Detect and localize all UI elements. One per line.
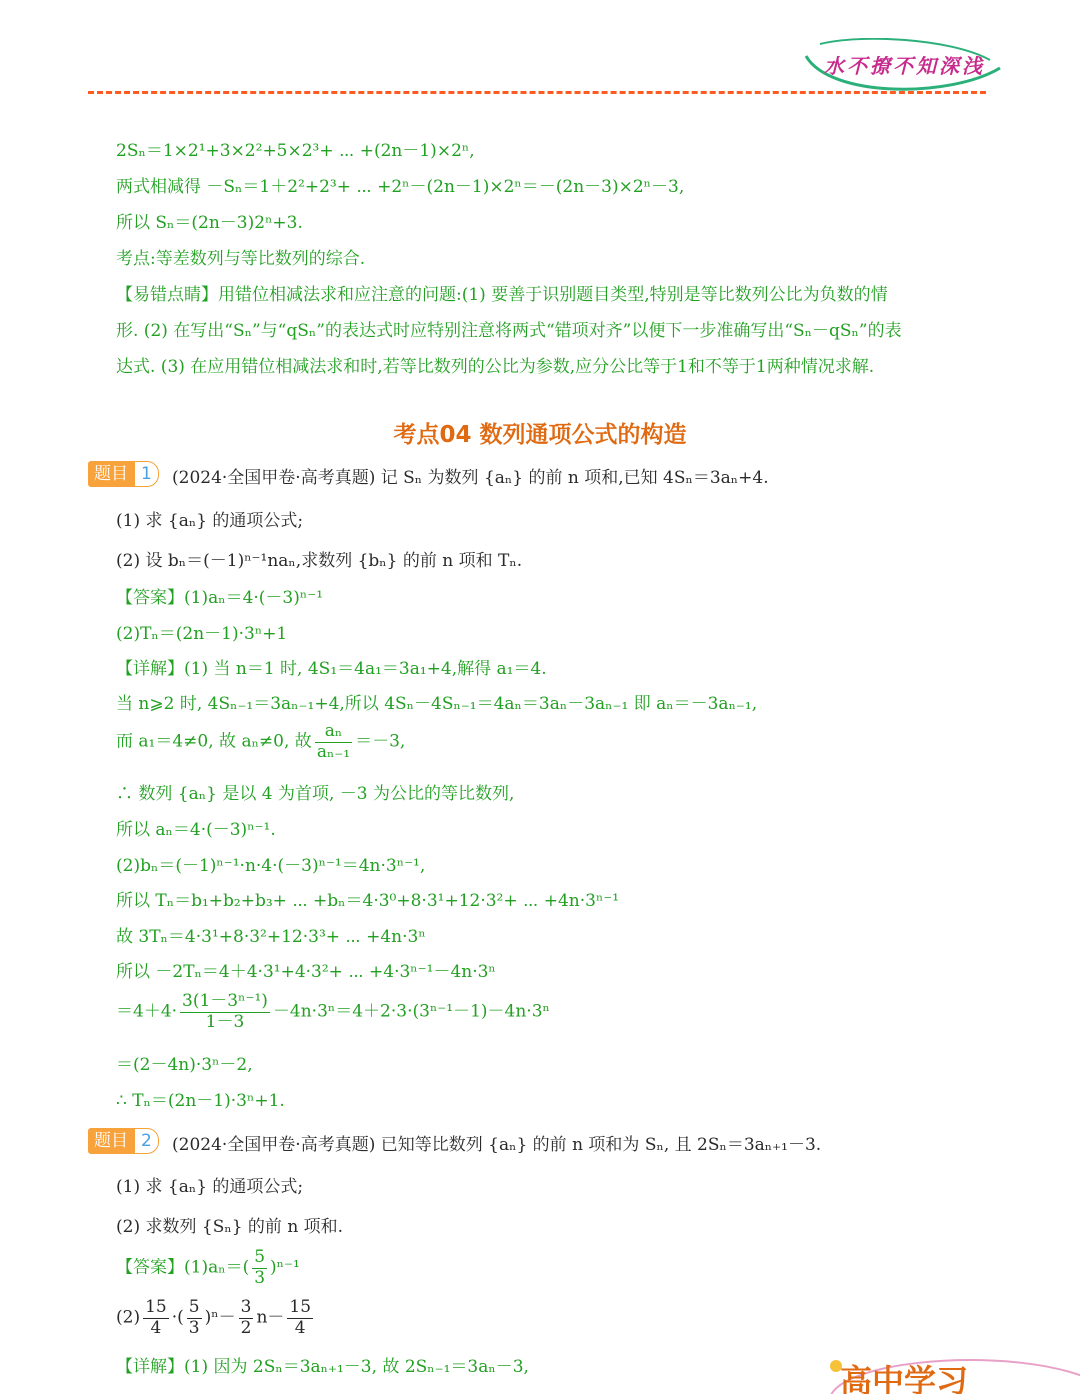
detail-line: 所以 Tₙ＝b₁+b₂+b₃+ ⋯ +bₙ＝4·3⁰+8·3¹+12·3²+ ⋯ +4n·3ⁿ⁻¹ <box>116 891 620 911</box>
fraction-numerator: 15 <box>145 1297 167 1317</box>
detail-text: 而 a₁＝4≠0, 故 aₙ≠0, 故 <box>116 731 312 752</box>
detail-text: ＝4＋4· <box>116 1001 178 1022</box>
detail-line: ∴ Tₙ＝(2n－1)·3ⁿ+1. <box>116 1091 285 1111</box>
answer-line-fraction <box>116 1298 316 1338</box>
fraction <box>187 1298 202 1338</box>
text-line: 考点:等差数列与等比数列的综合. <box>116 249 366 269</box>
answer-line: 【答案】(1)aₙ＝4·(－3)ⁿ⁻¹ <box>116 588 324 608</box>
question-text: (2024·全国甲卷·高考真题) 已知等比数列 {aₙ} 的前 n 项和为 Sₙ, 且 2Sₙ＝3aₙ₊₁－3. <box>172 1135 822 1155</box>
fraction-denominator: 4 <box>150 1317 162 1338</box>
answer-text: n－ <box>256 1307 285 1328</box>
header-divider <box>88 91 986 94</box>
detail-line: 所以 －2Tₙ＝4＋4·3¹+4·3²+ ⋯ +4·3ⁿ⁻¹－4n·3ⁿ <box>116 962 496 982</box>
fraction-denominator: 3 <box>188 1317 200 1338</box>
detail-line-fraction <box>116 722 405 762</box>
fraction-numerator: 5 <box>188 1297 200 1317</box>
text-line: 两式相减得 －Sₙ＝1＋2²+2³+ ⋯ +2ⁿ－(2n－1)×2ⁿ＝－(2n－3)×2ⁿ－3, <box>116 177 685 197</box>
answer-text: )ⁿ⁻¹ <box>270 1257 300 1278</box>
fraction <box>143 1298 169 1338</box>
fraction-numerator: 3 <box>240 1297 252 1317</box>
fraction-numerator: aₙ <box>315 722 352 743</box>
detail-line: 【详解】(1) 因为 2Sₙ＝3aₙ₊₁－3, 故 2Sₙ₋₁＝3aₙ－3, <box>116 1357 529 1377</box>
answer-line: (2)Tₙ＝(2n－1)·3ⁿ+1 <box>116 624 288 644</box>
detail-line: (2)bₙ＝(－1)ⁿ⁻¹·n·4·(－3)ⁿ⁻¹＝4n·3ⁿ⁻¹, <box>116 856 426 876</box>
fraction <box>252 1248 267 1288</box>
fraction <box>239 1298 254 1338</box>
question-text: (2024·全国甲卷·高考真题) 记 Sₙ 为数列 {aₙ} 的前 n 项和,已知 4Sₙ＝3aₙ+4. <box>172 468 769 488</box>
answer-text: 【答案】(1)aₙ＝( <box>116 1257 250 1278</box>
detail-line: 故 3Tₙ＝4·3¹+8·3²+12·3³+ ⋯ +4n·3ⁿ <box>116 927 426 947</box>
fraction-denominator: aₙ₋₁ <box>316 741 351 762</box>
question-badge <box>88 1128 159 1154</box>
footer-logo <box>820 1352 1080 1398</box>
logo-text: 水不撩不知深浅 <box>824 54 985 78</box>
detail-line: 所以 aₙ＝4·(－3)ⁿ⁻¹. <box>116 820 276 840</box>
question-label: 题目 <box>88 1128 134 1154</box>
question-part: (1) 求 {aₙ} 的通项公式; <box>116 1177 304 1197</box>
question-number: 2 <box>134 1128 159 1154</box>
fraction-denominator: 2 <box>240 1317 252 1338</box>
text-line: 2Sₙ＝1×2¹+3×2²+5×2³+ ⋯ +(2n－1)×2ⁿ, <box>116 141 475 161</box>
question-part: (2) 设 bₙ＝(－1)ⁿ⁻¹naₙ,求数列 {bₙ} 的前 n 项和 Tₙ. <box>116 551 523 571</box>
detail-line: ＝(2－4n)·3ⁿ－2, <box>116 1055 253 1075</box>
fraction-denominator: 1－3 <box>205 1011 245 1032</box>
section-title: 考点04 数列通项公式的构造 <box>393 422 687 448</box>
answer-text: (2) <box>116 1307 141 1328</box>
fraction-denominator: 3 <box>254 1267 266 1288</box>
question-badge <box>88 461 159 487</box>
detail-text: －4n·3ⁿ＝4＋2·3·(3ⁿ⁻¹－1)－4n·3ⁿ <box>272 1001 550 1022</box>
footer-logo-text: 高中学习 <box>840 1362 969 1394</box>
fraction-numerator: 15 <box>289 1297 312 1317</box>
fraction-denominator: 4 <box>294 1317 306 1338</box>
detail-line: 【详解】(1) 当 n＝1 时, 4S₁＝4a₁＝3a₁+4,解得 a₁＝4. <box>116 659 547 679</box>
detail-line-fraction <box>116 992 550 1032</box>
fraction <box>287 1298 313 1338</box>
question-number: 1 <box>134 461 159 487</box>
answer-line-fraction <box>116 1248 300 1288</box>
text-line: 达式. (3) 在应用错位相减法求和时,若等比数列的公比为参数,应分公比等于1和不等于1两种情况求解. <box>116 357 875 377</box>
question-part: (1) 求 {aₙ} 的通项公式; <box>116 511 304 531</box>
text-line: 所以 Sₙ＝(2n－3)2ⁿ+3. <box>116 213 303 233</box>
answer-text: ·( <box>171 1307 184 1328</box>
fraction-numerator: 5 <box>254 1247 266 1267</box>
detail-line: ∴ 数列 {aₙ} 是以 4 为首项, －3 为公比的等比数列, <box>116 784 515 804</box>
fraction <box>180 992 270 1032</box>
detail-text: ＝－3, <box>355 731 406 752</box>
detail-line: 当 n⩾2 时, 4Sₙ₋₁＝3aₙ₋₁+4,所以 4Sₙ－4Sₙ₋₁＝4aₙ＝3aₙ－3aₙ₋₁ 即 aₙ＝－3aₙ₋₁, <box>116 694 758 714</box>
fraction-numerator: 3(1－3ⁿ⁻¹) <box>182 991 268 1011</box>
answer-text: )ⁿ－ <box>204 1307 236 1328</box>
fraction <box>315 722 352 762</box>
text-line: 形. (2) 在写出“Sₙ”与“qSₙ”的表达式时应特别注意将两式“错项对齐”以便下一步准确写出“Sₙ－qSₙ”的表 <box>116 321 902 341</box>
question-label: 题目 <box>88 461 134 487</box>
footer-logo-icon <box>820 1352 1080 1394</box>
text-line: 【易错点睛】用错位相减法求和应注意的问题:(1) 要善于识别题目类型,特别是等比数列公比为负数的情 <box>116 285 888 305</box>
question-part: (2) 求数列 {Sₙ} 的前 n 项和. <box>116 1217 344 1237</box>
